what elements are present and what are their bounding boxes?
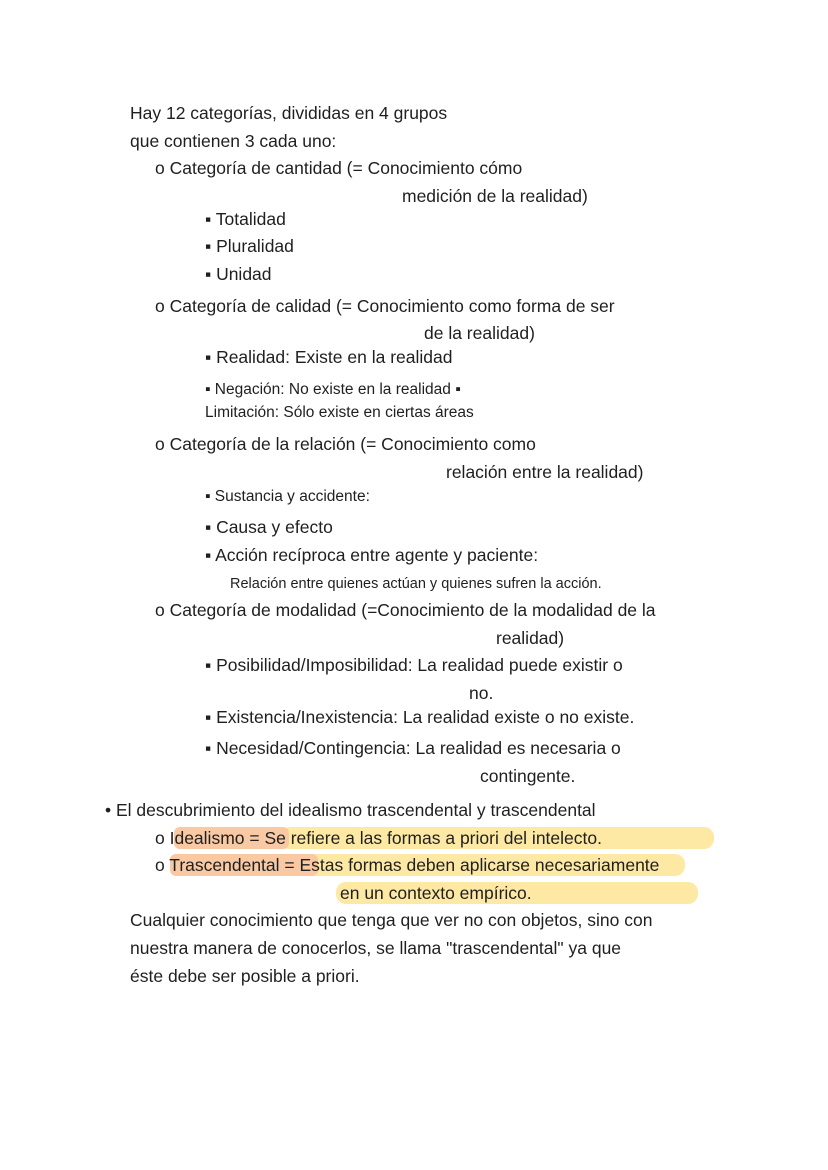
list-item: ▪ Causa y efecto [205, 517, 333, 537]
list-item: ▪ Totalidad [205, 209, 286, 229]
list-item: ▪ Necesidad/Contingencia: La realidad es necesaria o [205, 738, 621, 758]
transcendental-definition-cont: en un contexto empírico. [340, 883, 532, 903]
list-item: ▪ Realidad: Existe en la realidad [205, 347, 453, 367]
conclusion-line: éste debe ser posible a priori. [130, 966, 360, 986]
category-modality-title: o Categoría de modalidad (=Conocimiento de la modalidad de la [155, 600, 656, 620]
list-item: ▪ Pluralidad [205, 236, 294, 256]
list-item: ▪ Existencia/Inexistencia: La realidad existe o no existe. [205, 707, 635, 727]
list-item: ▪ Acción recíproca entre agente y paciente: [205, 545, 539, 565]
conclusion-line: nuestra manera de conocerlos, se llama "trascendental" ya que [130, 938, 622, 958]
intro-line-2: que contienen 3 cada uno: [130, 131, 337, 151]
category-quality-title: o Categoría de calidad (= Conocimiento como forma de ser [155, 296, 615, 316]
list-item-cont: no. [469, 683, 494, 703]
list-item: ▪ Negación: No existe en la realidad ▪ [205, 381, 461, 398]
list-item: ▪ Unidad [205, 264, 272, 284]
category-quantity-title: o Categoría de cantidad (= Conocimiento cómo [155, 158, 523, 178]
relation-note: Relación entre quienes actúan y quienes sufren la acción. [230, 576, 602, 592]
list-item: Limitación: Sólo existe en ciertas áreas [205, 404, 474, 421]
category-quantity-title-cont: medición de la realidad) [402, 186, 588, 206]
category-relation-title: o Categoría de la relación (= Conocimiento como [155, 434, 536, 454]
intro-line-1: Hay 12 categorías, divididas en 4 grupos [130, 103, 448, 123]
category-relation-title-cont: relación entre la realidad) [446, 462, 644, 482]
category-modality-title-cont: realidad) [496, 628, 565, 648]
list-item-cont: contingente. [480, 766, 576, 786]
category-quality-title-cont: de la realidad) [424, 323, 535, 343]
list-item: ▪ Posibilidad/Imposibilidad: La realidad puede existir o [205, 655, 623, 675]
idealism-definition: o Idealismo = Se refiere a las formas a priori del intelecto. [155, 828, 602, 848]
conclusion-line: Cualquier conocimiento que tenga que ver no con objetos, sino con [130, 910, 653, 930]
discovery-heading: • El descubrimiento del idealismo trascendental y trascendental [105, 800, 596, 820]
list-item: ▪ Sustancia y accidente: [205, 488, 370, 505]
transcendental-definition: o Trascendental = Estas formas deben aplicarse necesariamente [155, 855, 660, 875]
